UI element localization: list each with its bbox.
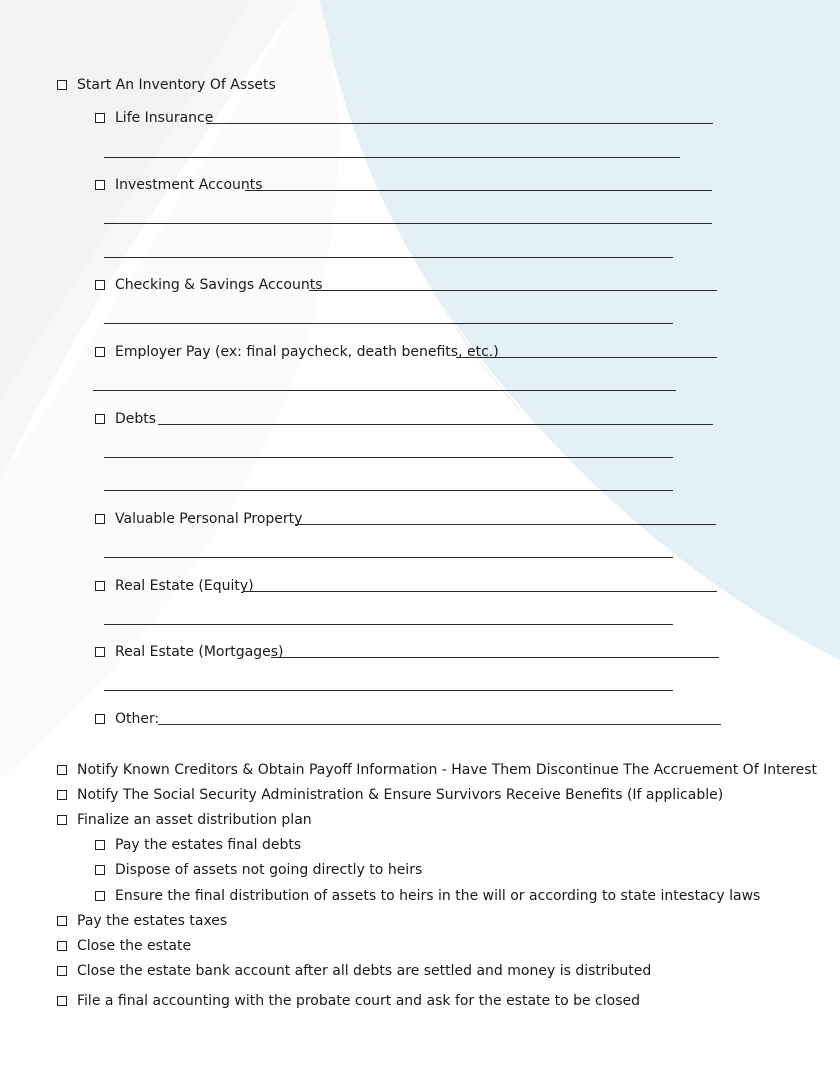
item-label: Checking & Savings Accounts bbox=[115, 277, 323, 293]
checkbox[interactable] bbox=[57, 790, 67, 800]
subtask-label: Ensure the final distribution of assets to heirs in the will or according to state intestacy laws bbox=[115, 888, 761, 904]
item-label: Valuable Personal Property bbox=[115, 511, 303, 527]
fill-in-line[interactable] bbox=[104, 223, 712, 224]
task-label: Notify The Social Security Administration & Ensure Survivors Receive Benefits (If applicable) bbox=[77, 787, 724, 803]
checkbox[interactable] bbox=[95, 514, 105, 524]
task-label: Finalize an asset distribution plan bbox=[77, 812, 312, 828]
inventory-heading-row bbox=[57, 76, 276, 94]
fill-in-line[interactable] bbox=[104, 557, 673, 558]
fill-in-line[interactable] bbox=[104, 257, 673, 258]
checkbox[interactable] bbox=[57, 765, 67, 775]
subtask-label: Pay the estates final debts bbox=[115, 837, 302, 853]
fill-in-line[interactable] bbox=[93, 390, 676, 391]
item-label: Real Estate (Mortgages) bbox=[115, 644, 284, 660]
checkbox[interactable] bbox=[95, 865, 105, 875]
checkbox[interactable] bbox=[95, 280, 105, 290]
inventory-item-investment-accounts bbox=[95, 176, 263, 194]
fill-in-line[interactable] bbox=[158, 424, 713, 425]
checkbox[interactable] bbox=[95, 891, 105, 901]
task-close-estate bbox=[57, 937, 191, 955]
fill-in-line[interactable] bbox=[245, 190, 712, 191]
fill-in-line[interactable] bbox=[456, 357, 717, 358]
fill-in-line[interactable] bbox=[206, 123, 713, 124]
fill-in-line[interactable] bbox=[104, 157, 680, 158]
inventory-item-employer-pay bbox=[95, 343, 499, 361]
fill-in-line[interactable] bbox=[104, 690, 673, 691]
fill-in-line[interactable] bbox=[104, 457, 673, 458]
subtask-dispose-assets bbox=[95, 861, 422, 879]
task-label: Close the estate bbox=[77, 938, 192, 954]
task-notify-creditors bbox=[57, 761, 817, 779]
task-label: Notify Known Creditors & Obtain Payoff Information - Have Them Discontinue The Accruement Of Interest bbox=[77, 762, 818, 778]
fill-in-line[interactable] bbox=[244, 591, 717, 592]
item-label: Other: bbox=[115, 711, 160, 727]
task-finalize-plan bbox=[57, 811, 312, 829]
checkbox[interactable] bbox=[95, 347, 105, 357]
task-label: Close the estate bank account after all debts are settled and money is distributed bbox=[77, 963, 652, 979]
fill-in-line[interactable] bbox=[271, 657, 719, 658]
inventory-item-life-insurance bbox=[95, 109, 213, 127]
subtask-pay-debts bbox=[95, 836, 301, 854]
checkbox[interactable] bbox=[57, 815, 67, 825]
item-label: Real Estate (Equity) bbox=[115, 578, 254, 594]
task-final-accounting bbox=[57, 992, 640, 1010]
task-notify-ssa bbox=[57, 786, 723, 804]
checkbox[interactable] bbox=[95, 180, 105, 190]
item-label: Employer Pay (ex: final paycheck, death benefits, etc.) bbox=[115, 344, 499, 360]
checkbox[interactable] bbox=[95, 647, 105, 657]
subtask-final-distribution bbox=[95, 887, 760, 905]
subtask-label: Dispose of assets not going directly to heirs bbox=[115, 862, 423, 878]
task-label: Pay the estates taxes bbox=[77, 913, 228, 929]
checkbox[interactable] bbox=[57, 996, 67, 1006]
checkbox[interactable] bbox=[57, 916, 67, 926]
task-label: File a final accounting with the probate court and ask for the estate to be closed bbox=[77, 993, 640, 1009]
task-close-bank-account bbox=[57, 962, 651, 980]
fill-in-line[interactable] bbox=[104, 323, 673, 324]
fill-in-line[interactable] bbox=[295, 524, 716, 525]
inventory-item-real-estate-equity bbox=[95, 577, 254, 595]
fill-in-line[interactable] bbox=[104, 490, 673, 491]
fill-in-line[interactable] bbox=[158, 724, 721, 725]
fill-in-line[interactable] bbox=[104, 624, 673, 625]
checkbox[interactable] bbox=[95, 714, 105, 724]
inventory-heading: Start An Inventory Of Assets bbox=[77, 77, 276, 93]
checkbox[interactable] bbox=[95, 414, 105, 424]
item-label: Life Insurance bbox=[115, 110, 214, 126]
item-label: Debts bbox=[115, 411, 157, 427]
checkbox[interactable] bbox=[95, 113, 105, 123]
inventory-item-checking-savings bbox=[95, 276, 323, 294]
inventory-item-other bbox=[95, 710, 159, 728]
checkbox[interactable] bbox=[57, 941, 67, 951]
checkbox[interactable] bbox=[95, 840, 105, 850]
item-label: Investment Accounts bbox=[115, 177, 263, 193]
checkbox[interactable] bbox=[57, 966, 67, 976]
checkbox[interactable] bbox=[95, 581, 105, 591]
inventory-item-valuable-property bbox=[95, 510, 302, 528]
fill-in-line[interactable] bbox=[309, 290, 717, 291]
checkbox[interactable] bbox=[57, 80, 67, 90]
inventory-item-real-estate-mortgages bbox=[95, 643, 283, 661]
task-pay-taxes bbox=[57, 912, 227, 930]
inventory-item-debts bbox=[95, 410, 156, 428]
